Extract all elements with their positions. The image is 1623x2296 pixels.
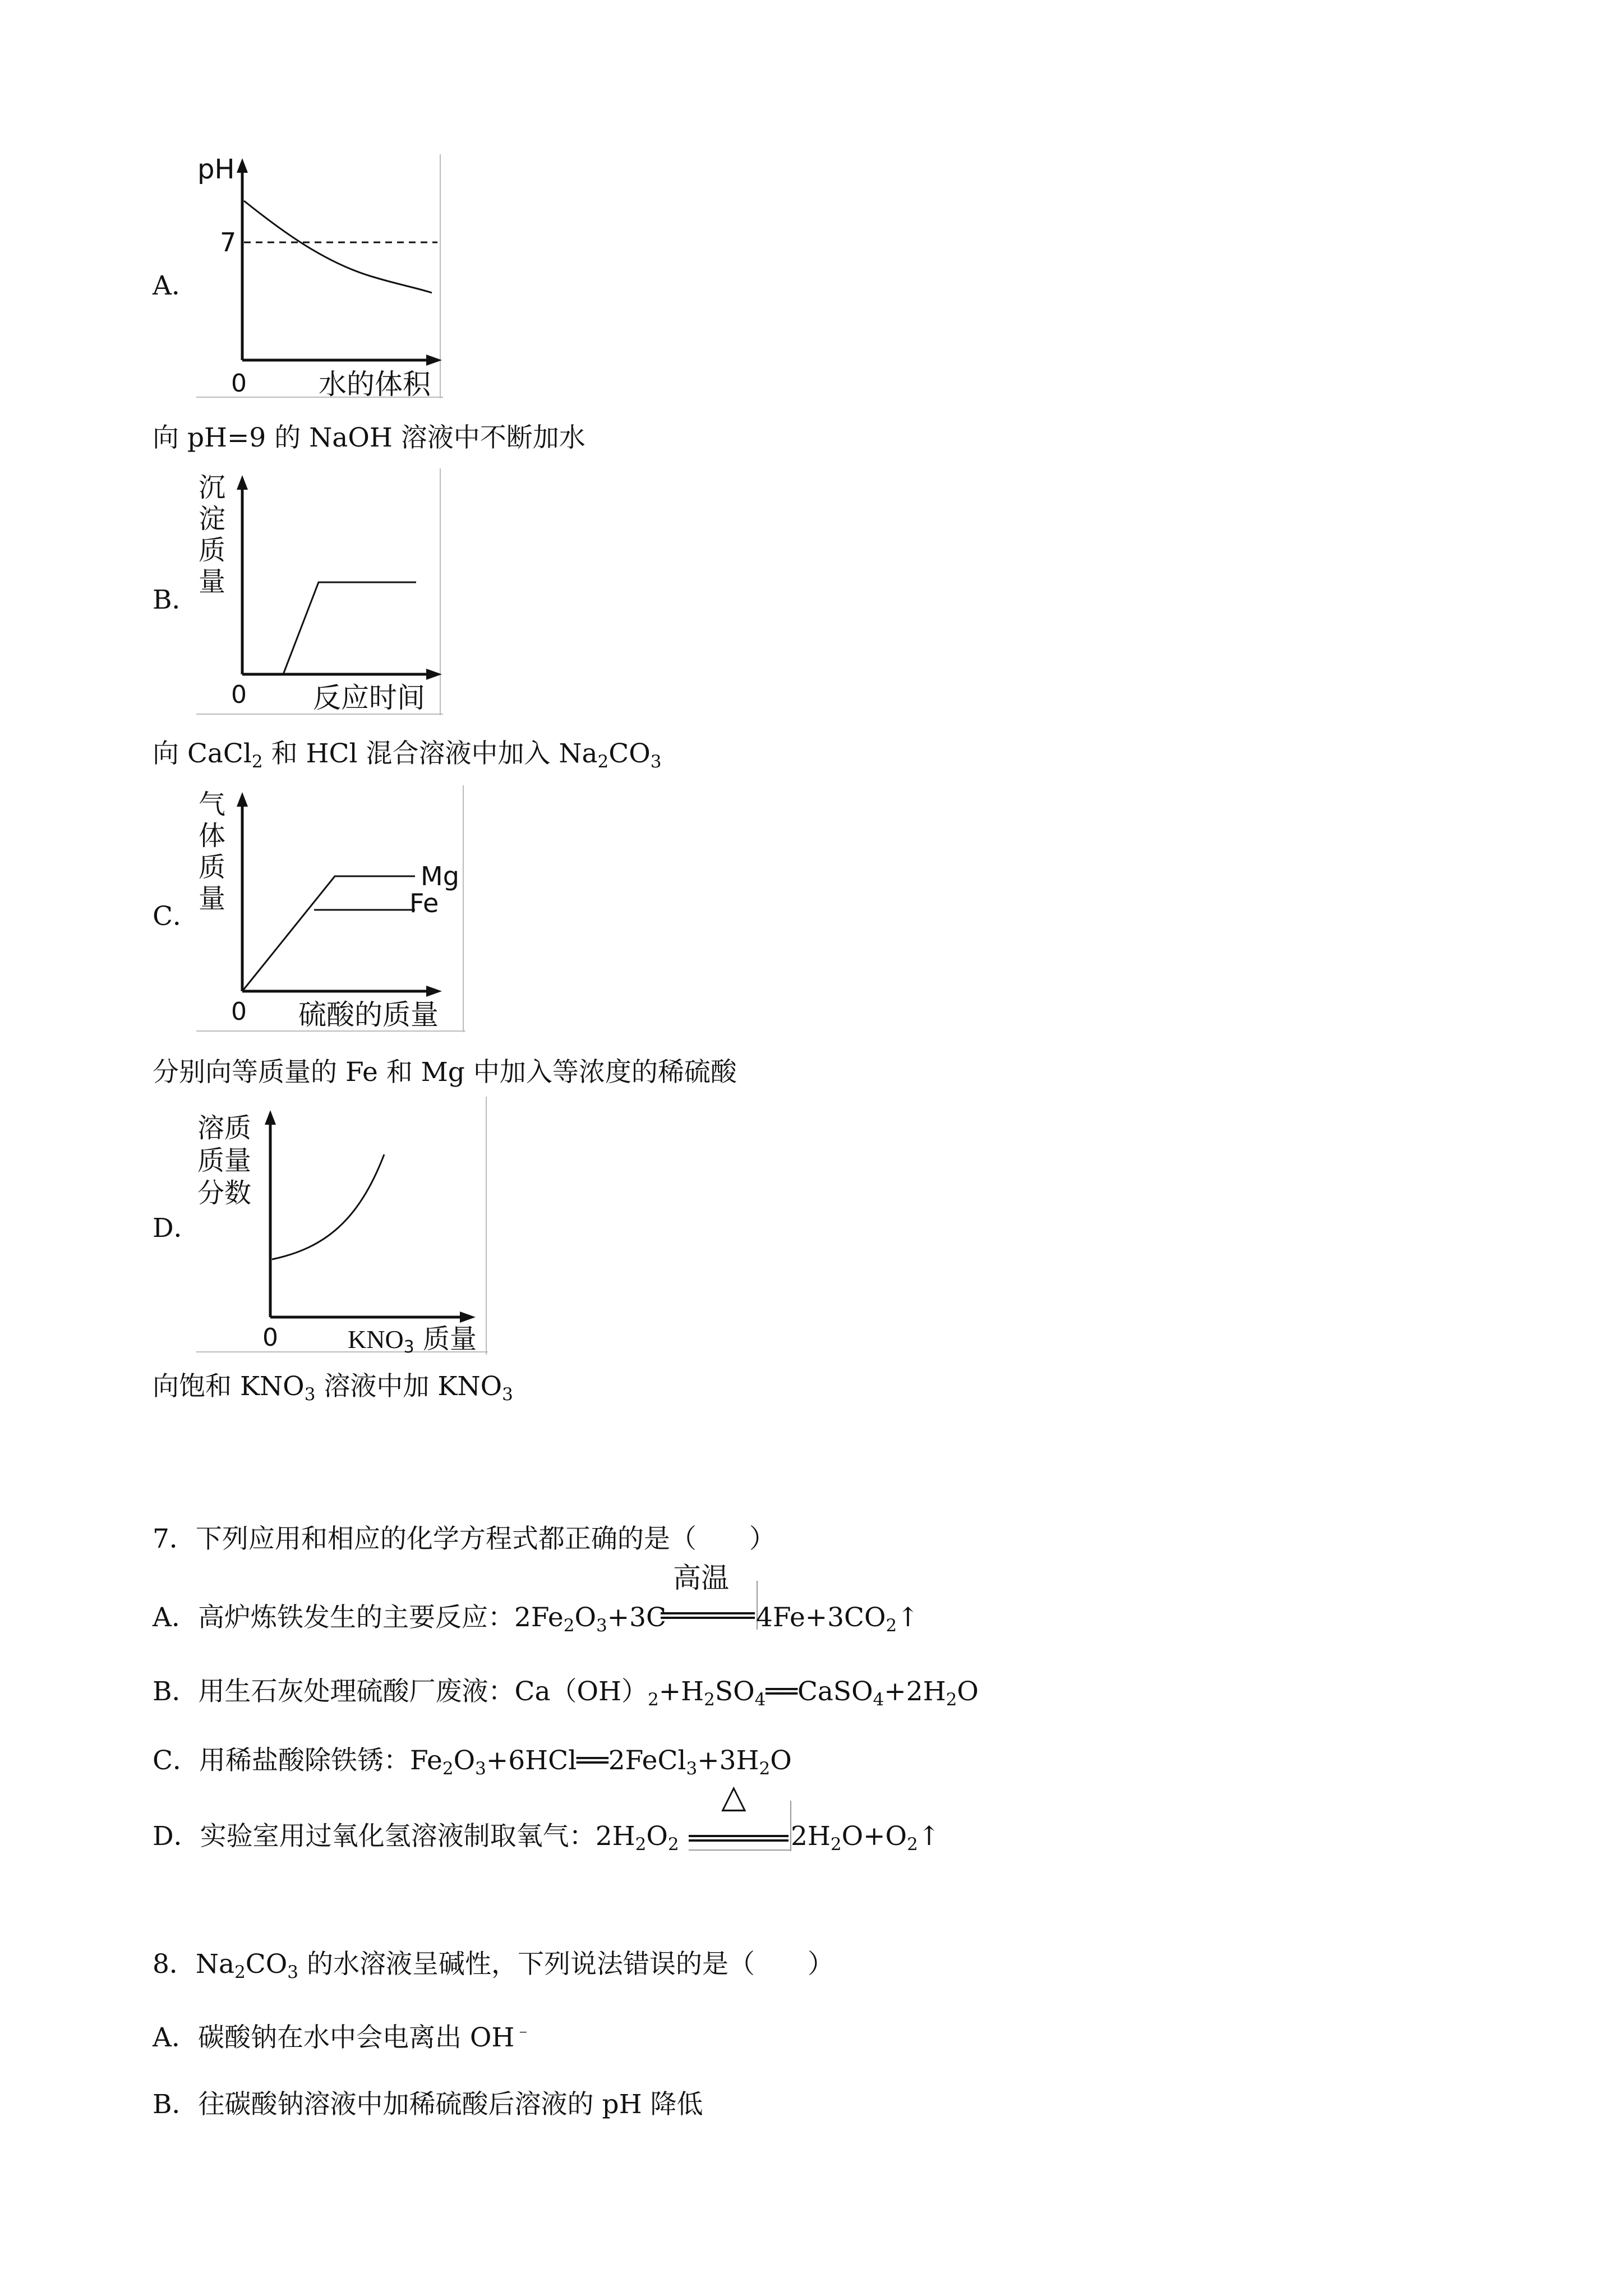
option-d-letter: D． bbox=[153, 1213, 200, 1244]
q7-d-prefix: D．实验室用过氧化氢溶液制取氧气： bbox=[153, 1821, 596, 1852]
graph-a-x-arrow bbox=[426, 355, 442, 366]
graph-b-x-label: 反应时间 bbox=[313, 682, 425, 714]
option-c-caption: 分别向等质量的 Fe 和 Mg 中加入等浓度的稀硫酸 bbox=[153, 1057, 737, 1088]
option-c-letter: C． bbox=[153, 901, 199, 932]
option-d-caption bbox=[153, 1373, 513, 1404]
caption-d-sub-1: 3 bbox=[304, 1384, 316, 1405]
q7-d-condition-arrow bbox=[689, 1773, 795, 1851]
q7-d-left: $2H_2O_2$ bbox=[595, 1821, 679, 1855]
graph-d-y-arrow bbox=[265, 1110, 276, 1125]
graph-a-origin: 0 bbox=[231, 369, 247, 398]
graph-c-origin: 0 bbox=[231, 997, 247, 1026]
q7-a-right: $4Fe+3CO_2↑$ bbox=[756, 1602, 919, 1636]
q8-option-a: A．碳酸钠在水中会电离出 OH﹣ bbox=[153, 2021, 532, 2053]
graph-b-curve bbox=[283, 582, 416, 674]
graph-d bbox=[196, 1097, 488, 1355]
q7-option-c: C．用稀盐酸除铁锈：$Fe_2O_3+6HCl══2FeCl_3+3H_2O$ bbox=[153, 1745, 792, 1779]
option-b-caption bbox=[153, 740, 662, 771]
graph-b-y-label-2: 淀 bbox=[199, 503, 226, 535]
graph-a-y-arrow bbox=[237, 158, 248, 173]
graph-c-y-arrow bbox=[237, 792, 248, 807]
caption-d-sub-2: 3 bbox=[502, 1384, 513, 1405]
q7-stem: 7．下列应用和相应的化学方程式都正确的是（ ） bbox=[153, 1524, 776, 1554]
graph-c-y-label-3: 质 bbox=[199, 852, 226, 883]
graph-d-y-label-1: 溶质 bbox=[197, 1112, 252, 1144]
q7-option-a bbox=[153, 1604, 666, 1635]
caption-b-sub-2: 2 bbox=[597, 752, 609, 772]
graph-a-y-label: pH bbox=[197, 154, 235, 185]
q7-a-condition-arrow bbox=[661, 1559, 762, 1630]
caption-d-text-1: 向饱和 KNO bbox=[153, 1371, 305, 1402]
option-a-caption: 向 pH=9 的 NaOH 溶液中不断加水 bbox=[153, 422, 585, 453]
q8-option-b: B．往碳酸钠溶液中加稀硫酸后溶液的 pH 降低 bbox=[153, 2089, 703, 2120]
graph-c-series-mg bbox=[242, 876, 415, 991]
graph-d-x-arrow bbox=[460, 1312, 476, 1323]
graph-b-y-arrow bbox=[237, 475, 248, 490]
graph-d-curve bbox=[272, 1154, 384, 1259]
graph-d-y-label-2: 质量 bbox=[197, 1145, 252, 1176]
option-a-letter: A． bbox=[153, 270, 198, 301]
q7-option-b: B．用生石灰处理硫酸厂废液：$Ca(OH)_2+H_2SO_4══CaSO_4+2H_2O$ bbox=[153, 1676, 979, 1710]
q7-d-right: $2H_2O+O_2↑$ bbox=[791, 1821, 940, 1855]
graph-a-curve bbox=[244, 201, 432, 293]
caption-b-text-2: 和 HCl 混合溶液中加入 Na bbox=[262, 738, 598, 769]
graph-b-x-arrow bbox=[426, 669, 442, 680]
graph-d-y-label-3: 分数 bbox=[197, 1177, 252, 1209]
q7-a-left: $2Fe_2O_3+3C$ bbox=[514, 1602, 666, 1636]
graph-c-y-label-2: 体 bbox=[199, 820, 226, 852]
graph-c-x-arrow bbox=[426, 986, 442, 997]
graph-b bbox=[196, 468, 443, 715]
q7-option-d bbox=[153, 1823, 679, 1853]
graph-d-x-label: KNO3 质量 bbox=[348, 1323, 477, 1357]
graph-b-y-label-3: 质 bbox=[199, 535, 226, 566]
graph-c-label-fe: Fe bbox=[409, 888, 439, 918]
graph-c-x-label: 硫酸的质量 bbox=[298, 999, 439, 1031]
graph-c bbox=[196, 785, 465, 1032]
caption-b-text-1: 向 CaCl bbox=[153, 738, 252, 769]
caption-b-sub-1: 2 bbox=[251, 752, 263, 772]
graph-b-origin: 0 bbox=[231, 680, 247, 709]
graph-c-y-label-1: 气 bbox=[199, 789, 226, 820]
graph-b-y-label-4: 量 bbox=[199, 566, 226, 597]
caption-d-text-2: 溶液中加 KNO bbox=[315, 1371, 502, 1402]
q7-a-prefix: A．高炉炼铁发生的主要反应： bbox=[153, 1602, 514, 1633]
graph-a bbox=[196, 151, 443, 401]
q7-a-condition: 高温 bbox=[673, 1562, 729, 1594]
graph-c-y-label-4: 量 bbox=[199, 883, 226, 914]
graph-b-y-label-1: 沉 bbox=[199, 472, 226, 503]
graph-a-x-label: 水的体积 bbox=[319, 368, 431, 401]
option-b-letter: B． bbox=[153, 585, 199, 615]
caption-b-sub-3: 3 bbox=[650, 752, 662, 772]
graph-a-ref-tick: 7 bbox=[220, 227, 237, 257]
graph-d-origin: 0 bbox=[262, 1323, 278, 1352]
q7-d-condition: △ bbox=[721, 1777, 746, 1815]
graph-c-label-mg: Mg bbox=[421, 861, 459, 891]
q8-stem: 8．$Na_2CO_3$ 的水溶液呈碱性，下列说法错误的是（ ） bbox=[153, 1949, 834, 1982]
caption-b-text-3: CO bbox=[608, 738, 651, 769]
